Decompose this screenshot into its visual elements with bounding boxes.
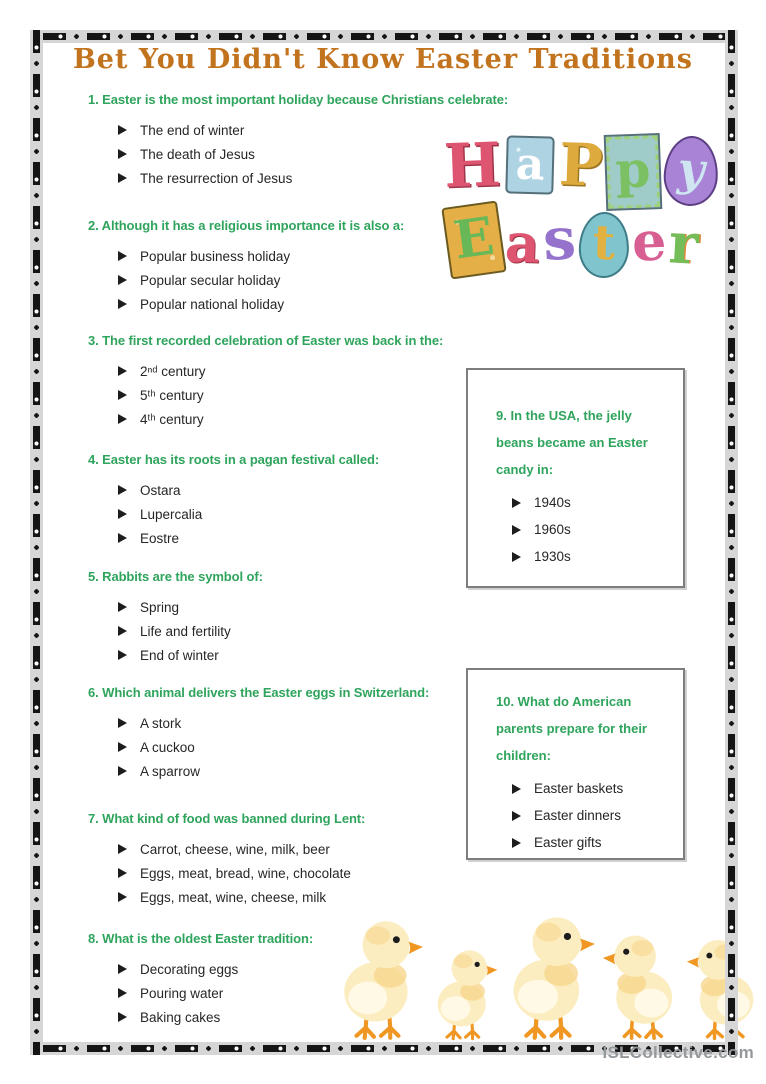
option-text: 2ⁿᵈ century (140, 363, 206, 379)
option-text: Carrot, cheese, wine, milk, beer (140, 841, 330, 857)
arrow-bullet-icon (118, 766, 127, 776)
question-label: 8. What is the oldest Easter tradition: (88, 931, 314, 946)
option-text: 5ᵗʰ century (140, 387, 204, 403)
arrow-bullet-icon (512, 552, 521, 562)
option-row (88, 759, 429, 783)
options-list (88, 595, 263, 667)
page-border-left (30, 30, 43, 1055)
question-7 (88, 811, 365, 909)
arrow-bullet-icon (512, 811, 521, 821)
option-text: The death of Jesus (140, 146, 255, 162)
arrow-bullet-icon (512, 838, 521, 848)
option-text: 1940s (534, 495, 571, 510)
option-text: Easter baskets (534, 781, 624, 796)
option-row (88, 268, 404, 292)
option-text: Life and fertility (140, 623, 231, 639)
arrow-bullet-icon (118, 173, 127, 183)
option-row (88, 957, 313, 981)
option-text: Popular national holiday (140, 296, 285, 312)
option-row (496, 829, 669, 856)
arrow-bullet-icon (118, 844, 127, 854)
option-text: Ostara (140, 482, 181, 498)
arrow-bullet-icon (512, 498, 521, 508)
arrow-bullet-icon (118, 299, 127, 309)
option-text: Easter gifts (534, 835, 602, 850)
arrow-bullet-icon (118, 626, 127, 636)
question-label: 10. What do American parents prepare for their children: (496, 694, 647, 763)
option-row (496, 489, 669, 516)
option-text: Baking cakes (140, 1009, 221, 1025)
option-text: Decorating eggs (140, 961, 239, 977)
options-list (88, 957, 313, 1029)
option-row (88, 643, 263, 667)
option-row (88, 359, 443, 383)
option-row (88, 619, 263, 643)
options-list (88, 478, 379, 550)
page-border-top (43, 30, 725, 43)
chick-photo (601, 929, 682, 1041)
option-row (496, 543, 669, 570)
arrow-bullet-icon (118, 650, 127, 660)
arrow-bullet-icon (118, 125, 127, 135)
arrow-bullet-icon (118, 485, 127, 495)
option-text: 1930s (534, 549, 571, 564)
option-text: Pouring water (140, 985, 224, 1001)
arrow-bullet-icon (118, 718, 127, 728)
clipart-letter: e (630, 208, 668, 274)
question-label: 1. Easter is the most important holiday because Christians celebrate: (88, 92, 509, 107)
option-text: Lupercalia (140, 506, 203, 522)
arrow-bullet-icon (118, 275, 127, 285)
arrow-bullet-icon (512, 525, 521, 535)
chick-photo (333, 914, 425, 1041)
happy-easter-clipart (442, 130, 744, 278)
option-text: Popular secular holiday (140, 272, 281, 288)
question-label: 2. Although it has a religious importance it is also a: (88, 218, 405, 233)
option-text: A stork (140, 715, 182, 731)
arrow-bullet-icon (118, 251, 127, 261)
question-label: 7. What kind of food was banned during Lent: (88, 811, 366, 826)
option-text: Eggs, meat, bread, wine, chocolate (140, 865, 351, 881)
clipart-letter: s (541, 204, 578, 274)
option-row (88, 981, 313, 1005)
arrow-bullet-icon (118, 602, 127, 612)
question-8 (88, 931, 313, 1029)
question-2 (88, 218, 404, 316)
question-6 (88, 685, 429, 783)
option-row (88, 837, 365, 861)
option-row (88, 1005, 313, 1029)
options-list (496, 489, 669, 570)
easter-word (446, 204, 744, 278)
question-5 (88, 569, 263, 667)
question-label: 4. Easter has its roots in a pagan festival called: (88, 452, 380, 467)
arrow-bullet-icon (118, 414, 127, 424)
clipart-letter-egg: y (663, 135, 721, 208)
clipart-letter: p (606, 135, 660, 209)
options-list (88, 711, 429, 783)
option-text: End of winter (140, 647, 219, 663)
clipart-letter: r (667, 210, 701, 278)
side-question-9-box (466, 368, 685, 588)
option-row (88, 383, 443, 407)
arrow-bullet-icon (118, 390, 127, 400)
clipart-letter-egg: t (578, 211, 630, 279)
arrow-bullet-icon (512, 784, 521, 794)
option-row (88, 526, 379, 550)
options-list (88, 359, 443, 431)
clipart-letter: H (442, 130, 502, 202)
page-border-right (725, 30, 738, 1055)
arrow-bullet-icon (118, 533, 127, 543)
option-text: Easter dinners (534, 808, 622, 823)
option-row (88, 711, 429, 735)
option-row (496, 775, 669, 802)
chick-photo (685, 934, 763, 1041)
clipart-letter: E (441, 200, 506, 279)
options-list (496, 775, 669, 856)
option-text: 1960s (534, 522, 571, 537)
option-row (88, 407, 443, 431)
happy-word (442, 130, 744, 208)
option-row (88, 861, 365, 885)
question-label: 6. Which animal delivers the Easter eggs in Switzerland: (88, 685, 430, 700)
option-row (496, 802, 669, 829)
arrow-bullet-icon (118, 988, 127, 998)
option-text: Spring (140, 599, 180, 615)
option-text: The end of winter (140, 122, 245, 138)
option-text: A sparrow (140, 763, 201, 779)
option-row (88, 478, 379, 502)
arrow-bullet-icon (118, 509, 127, 519)
option-row (88, 595, 263, 619)
option-text: A cuckoo (140, 739, 195, 755)
question-4 (88, 452, 379, 550)
option-row (88, 292, 404, 316)
chick-photo (429, 945, 499, 1041)
question-label: 9. In the USA, the jelly beans became an Easter candy in: (496, 408, 648, 477)
question-label: 3. The first recorded celebration of Easter was back in the: (88, 333, 444, 348)
option-row (88, 885, 365, 909)
option-text: 4ᵗʰ century (140, 411, 204, 427)
clipart-letter: a (503, 210, 542, 276)
arrow-bullet-icon (118, 964, 127, 974)
watermark-text: ISLCollective.com (602, 1043, 754, 1062)
arrow-bullet-icon (118, 366, 127, 376)
question-3 (88, 333, 443, 431)
option-row (496, 516, 669, 543)
clipart-letter: P (557, 130, 604, 200)
option-row (88, 502, 379, 526)
arrow-bullet-icon (118, 868, 127, 878)
option-text: Eggs, meat, wine, cheese, milk (140, 889, 327, 905)
option-row (88, 735, 429, 759)
arrow-bullet-icon (118, 1012, 127, 1022)
options-list (88, 837, 365, 909)
worksheet-title: Bet You Didn't Know Easter Traditions (72, 44, 693, 75)
arrow-bullet-icon (118, 742, 127, 752)
arrow-bullet-icon (118, 149, 127, 159)
five-easter-chicks-photo (333, 903, 763, 1041)
option-text: Popular business holiday (140, 248, 291, 264)
options-list (88, 244, 404, 316)
question-label: 5. Rabbits are the symbol of: (88, 569, 263, 584)
option-row (88, 244, 404, 268)
side-question-10-box (466, 668, 685, 860)
option-text: The resurrection of Jesus (140, 170, 293, 186)
chick-photo (502, 910, 597, 1041)
clipart-letter: a (505, 135, 555, 194)
option-text: Eostre (140, 530, 180, 546)
arrow-bullet-icon (118, 892, 127, 902)
